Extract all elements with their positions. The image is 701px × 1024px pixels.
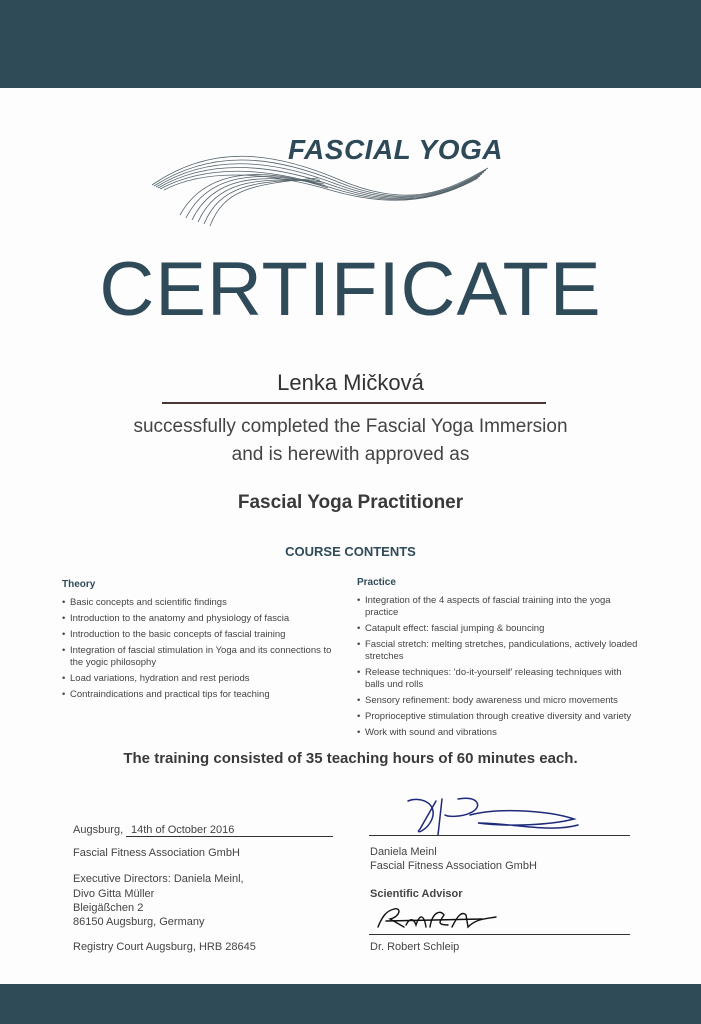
- signature-daniela-meinl: [400, 793, 585, 841]
- directors-line-1: Executive Directors: Daniela Meinl,: [73, 873, 244, 885]
- list-item: • Catapult effect: fascial jumping & bouncing: [357, 623, 642, 635]
- list-item: • Integration of fascial stimulation in Yoga and its connections to the yogic philosophy: [62, 645, 337, 669]
- practice-column: [357, 577, 642, 743]
- issue-date: 14th of October 2016: [131, 824, 235, 836]
- designation: Fascial Yoga Practitioner: [237, 492, 464, 513]
- course-contents-heading: COURSE CONTENTS: [285, 544, 416, 559]
- list-item: • Proprioceptive stimulation through creative diversity and variety: [357, 711, 642, 723]
- list-item: • Introduction to the basic concepts of fascial training: [62, 629, 337, 641]
- name-underline: [162, 402, 546, 404]
- theory-heading: Theory: [62, 579, 96, 590]
- certificate-title: CERTIFICATE: [99, 247, 602, 332]
- signer-name-2: Dr. Robert Schleip: [370, 941, 460, 953]
- list-item: • Load variations, hydration and rest periods: [62, 673, 337, 685]
- logo-text: FASCIAL YOGA: [288, 134, 504, 165]
- address-street: Bleigäßchen 2: [73, 902, 144, 914]
- registry-court: Registry Court Augsburg, HRB 28645: [73, 941, 256, 953]
- list-item: • Release techniques: 'do-it-yourself' releasing techniques with balls und rolls: [357, 667, 642, 691]
- address-city: 86150 Augsburg, Germany: [73, 916, 205, 928]
- practice-heading: Practice: [357, 577, 396, 588]
- recipient-name: Lenka Mičková: [277, 370, 424, 395]
- list-item: • Work with sound and vibrations: [357, 727, 642, 739]
- list-item: • Fascial stretch: melting stretches, pandiculations, actively loaded stretches: [357, 639, 642, 663]
- list-item: • Basic concepts and scientific findings: [62, 597, 337, 609]
- signature-line-1: [369, 835, 630, 836]
- list-item: • Contraindications and practical tips for teaching: [62, 689, 337, 701]
- list-item: • Integration of the 4 aspects of fascial training into the yoga practice: [357, 595, 642, 619]
- theory-list: [62, 597, 337, 701]
- statement-line-2: and is herewith approved as: [231, 444, 470, 465]
- practice-list: [357, 595, 642, 739]
- list-item: • Sensory refinement: body awareness und micro movements: [357, 695, 642, 707]
- bottom-band: [0, 984, 701, 1024]
- issuer-org: Fascial Fitness Association GmbH: [73, 847, 240, 859]
- list-item: • Introduction to the anatomy and physiology of fascia: [62, 613, 337, 625]
- signer-name-1: Daniela Meinl: [370, 846, 437, 858]
- scientific-advisor-label: Scientific Advisor: [370, 888, 463, 900]
- signer-org-1: Fascial Fitness Association GmbH: [370, 860, 537, 872]
- statement-line-1: successfully completed the Fascial Yoga Immersion: [133, 416, 568, 437]
- top-band: [0, 0, 701, 88]
- date-line: [126, 836, 333, 837]
- directors-line-2: Divo Gitta Müller: [73, 888, 155, 900]
- training-hours-statement: The training consisted of 35 teaching hours of 60 minutes each.: [123, 750, 578, 767]
- signature-line-2: [369, 934, 630, 935]
- signature-robert-schleip: [372, 905, 502, 935]
- theory-column: [62, 579, 337, 705]
- place-label: Augsburg,: [73, 824, 124, 836]
